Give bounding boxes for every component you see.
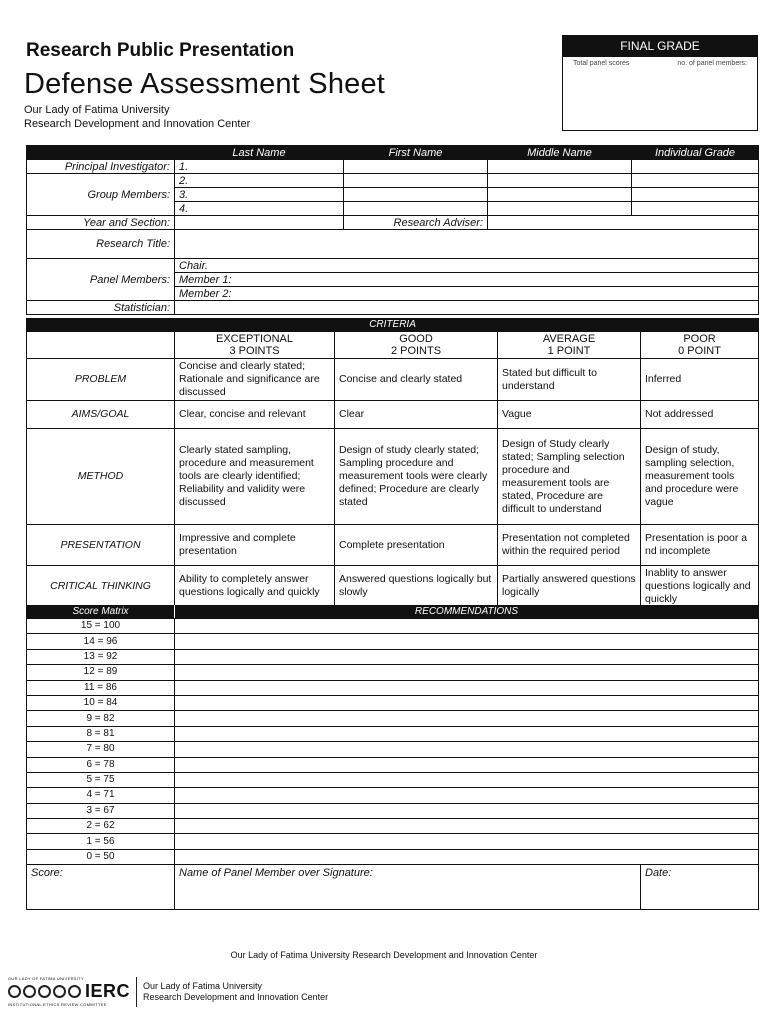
score-matrix-entry: 14 = 96 xyxy=(27,634,175,649)
recommendation-line[interactable] xyxy=(175,803,759,818)
criteria-corner xyxy=(27,332,175,359)
score-matrix-entry: 7 = 80 xyxy=(27,742,175,757)
total-panel-scores-label: Total panel scores xyxy=(573,60,630,67)
final-grade-box[interactable] xyxy=(562,35,758,131)
score-matrix-entry: 3 = 67 xyxy=(27,803,175,818)
panel-members-label: Panel Members: xyxy=(27,259,175,301)
criterion-cell[interactable]: Not addressed xyxy=(641,401,759,429)
criterion-method: METHOD xyxy=(27,429,175,525)
score-matrix-entry: 10 = 84 xyxy=(27,695,175,710)
grade-cell[interactable] xyxy=(632,160,759,174)
recommendation-line[interactable] xyxy=(175,680,759,695)
org-line-2: Research Development and Innovation Center xyxy=(24,118,251,130)
panel-members-count-label: no. of panel members: xyxy=(677,60,747,67)
document-title: Research Public Presentation xyxy=(26,40,295,61)
research-title-field[interactable] xyxy=(175,230,759,259)
date-label[interactable]: Date: xyxy=(641,865,759,910)
member1-field[interactable]: Member 1: xyxy=(175,273,759,287)
recommendation-line[interactable] xyxy=(175,849,759,864)
document-subtitle: Defense Assessment Sheet xyxy=(24,68,386,100)
footer-org-line-2: Research Development and Innovation Center xyxy=(143,991,329,1002)
score-label[interactable]: Score: xyxy=(27,865,175,910)
first-name-cell[interactable] xyxy=(344,160,488,174)
criterion-cell[interactable]: Impressive and complete presentation xyxy=(175,525,335,566)
grade-cell[interactable] xyxy=(632,188,759,202)
research-adviser-field[interactable] xyxy=(488,216,759,230)
recommendation-line[interactable] xyxy=(175,772,759,787)
middle-name-cell[interactable] xyxy=(488,160,632,174)
logo-university-text: OUR LADY OF FATIMA UNIVERSITY xyxy=(8,976,84,981)
recommendation-line[interactable] xyxy=(175,757,759,772)
criterion-cell[interactable]: Vague xyxy=(498,401,641,429)
recommendation-line[interactable] xyxy=(175,634,759,649)
criterion-cell[interactable]: Stated but difficult to understand xyxy=(498,359,641,401)
criterion-cell[interactable]: Presentation is poor a nd incomplete xyxy=(641,525,759,566)
criteria-title: CRITERIA xyxy=(27,319,759,332)
research-adviser-label: Research Adviser: xyxy=(344,216,488,230)
org-line-1: Our Lady of Fatima University xyxy=(24,104,170,116)
statistician-field[interactable] xyxy=(175,301,759,315)
criterion-aims-goal: AIMS/GOAL xyxy=(27,401,175,429)
research-title-label: Research Title: xyxy=(27,230,175,259)
score-table xyxy=(26,605,759,910)
score-matrix-title: Score Matrix xyxy=(27,606,175,619)
info-table xyxy=(26,145,759,315)
col-individual-grade: Individual Grade xyxy=(632,146,759,160)
criterion-cell[interactable]: Concise and clearly stated xyxy=(335,359,498,401)
criterion-cell[interactable]: Concise and clearly stated; Rationale and significance are discussed xyxy=(175,359,335,401)
criterion-problem: PROBLEM xyxy=(27,359,175,401)
recommendation-line[interactable] xyxy=(175,695,759,710)
level-good: GOOD 2 POINTS xyxy=(335,332,498,359)
score-matrix-entry: 9 = 82 xyxy=(27,711,175,726)
row-number[interactable]: 4. xyxy=(175,202,344,216)
score-matrix-entry: 5 = 75 xyxy=(27,772,175,787)
score-matrix-entry: 6 = 78 xyxy=(27,757,175,772)
recommendation-line[interactable] xyxy=(175,726,759,741)
footer-text: Our Lady of Fatima University Research Development and Innovation Center xyxy=(230,950,538,960)
first-name-cell[interactable] xyxy=(344,202,488,216)
middle-name-cell[interactable] xyxy=(488,202,632,216)
score-matrix-entry: 12 = 89 xyxy=(27,665,175,680)
row-number[interactable]: 2. xyxy=(175,174,344,188)
score-matrix-entry: 2 = 62 xyxy=(27,819,175,834)
criteria-table xyxy=(26,318,759,607)
level-average: AVERAGE 1 POINT xyxy=(498,332,641,359)
criterion-cell[interactable]: Design of study clearly stated; Sampling procedure and measurement tools were clearly defined; Procedure are clearly stated xyxy=(335,429,498,525)
middle-name-cell[interactable] xyxy=(488,188,632,202)
recommendation-line[interactable] xyxy=(175,665,759,680)
criterion-cell[interactable]: Clear xyxy=(335,401,498,429)
criterion-critical-thinking: CRITICAL THINKING xyxy=(27,566,175,607)
criterion-cell[interactable]: Clearly stated sampling, procedure and measurement tools are clearly identified; Reliability and validity were discussed xyxy=(175,429,335,525)
criterion-cell[interactable]: Partially answered questions logically xyxy=(498,566,641,607)
col-middle-name: Middle Name xyxy=(488,146,632,160)
level-poor: POOR 0 POINT xyxy=(641,332,759,359)
criterion-cell[interactable]: Design of Study clearly stated; Sampling selection procedure and measurement tools are stated, Procedure are difficult to understand xyxy=(498,429,641,525)
level-exceptional: EXCEPTIONAL 3 POINTS xyxy=(175,332,335,359)
seal-icons xyxy=(8,985,81,998)
score-matrix-entry: 4 = 71 xyxy=(27,788,175,803)
footer-org-line-1: Our Lady of Fatima University xyxy=(143,980,263,991)
criterion-cell[interactable]: Complete presentation xyxy=(335,525,498,566)
criterion-presentation: PRESENTATION xyxy=(27,525,175,566)
criterion-cell[interactable]: Inablity to answer questions logically and quickly xyxy=(641,566,759,607)
recommendation-line[interactable] xyxy=(175,742,759,757)
row-number[interactable]: 3. xyxy=(175,188,344,202)
criterion-cell[interactable]: Clear, concise and relevant xyxy=(175,401,335,429)
logo-committee-text: INSTITUTIONAL ETHICS REVIEW COMMITTEE xyxy=(8,1002,107,1007)
middle-name-cell[interactable] xyxy=(488,174,632,188)
score-matrix-entry: 13 = 92 xyxy=(27,649,175,664)
criterion-cell[interactable]: Ability to completely answer questions logically and quickly xyxy=(175,566,335,607)
year-section-label: Year and Section: xyxy=(27,216,175,230)
recommendation-line[interactable] xyxy=(175,788,759,803)
col-first-name: First Name xyxy=(344,146,488,160)
score-matrix-entry: 15 = 100 xyxy=(27,619,175,634)
grade-cell[interactable] xyxy=(632,202,759,216)
year-section-field[interactable] xyxy=(175,216,344,230)
panel-signature-label[interactable]: Name of Panel Member over Signature: xyxy=(175,865,641,910)
score-matrix-entry: 0 = 50 xyxy=(27,849,175,864)
chair-field[interactable]: Chair. xyxy=(175,259,759,273)
first-name-cell[interactable] xyxy=(344,188,488,202)
score-matrix-entry: 1 = 56 xyxy=(27,834,175,849)
principal-investigator-label: Principal Investigator: xyxy=(27,160,175,174)
score-matrix-entry: 8 = 81 xyxy=(27,726,175,741)
score-matrix-entry: 11 = 86 xyxy=(27,680,175,695)
recommendations-title: RECOMMENDATIONS xyxy=(175,606,759,619)
criterion-cell[interactable]: Answered questions logically but slowly xyxy=(335,566,498,607)
row-number[interactable]: 1. xyxy=(175,160,344,174)
group-members-label: Group Members: xyxy=(27,174,175,216)
recommendation-line[interactable] xyxy=(175,711,759,726)
logo-divider xyxy=(136,977,137,1007)
recommendation-line[interactable] xyxy=(175,619,759,634)
recommendation-line[interactable] xyxy=(175,649,759,664)
recommendation-line[interactable] xyxy=(175,819,759,834)
col-last-name: Last Name xyxy=(175,146,344,160)
logo-ierc: IERC xyxy=(85,981,131,1001)
criterion-cell[interactable]: Inferred xyxy=(641,359,759,401)
statistician-label: Statistician: xyxy=(27,301,175,315)
final-grade-title: FINAL GRADE xyxy=(563,36,757,57)
recommendation-line[interactable] xyxy=(175,834,759,849)
first-name-cell[interactable] xyxy=(344,174,488,188)
member2-field[interactable]: Member 2: xyxy=(175,287,759,301)
footer-logo xyxy=(8,976,328,1007)
criterion-cell[interactable]: Presentation not completed within the required period xyxy=(498,525,641,566)
grade-cell[interactable] xyxy=(632,174,759,188)
criterion-cell[interactable]: Design of study, sampling selection, measurement tools and procedure were vague xyxy=(641,429,759,525)
